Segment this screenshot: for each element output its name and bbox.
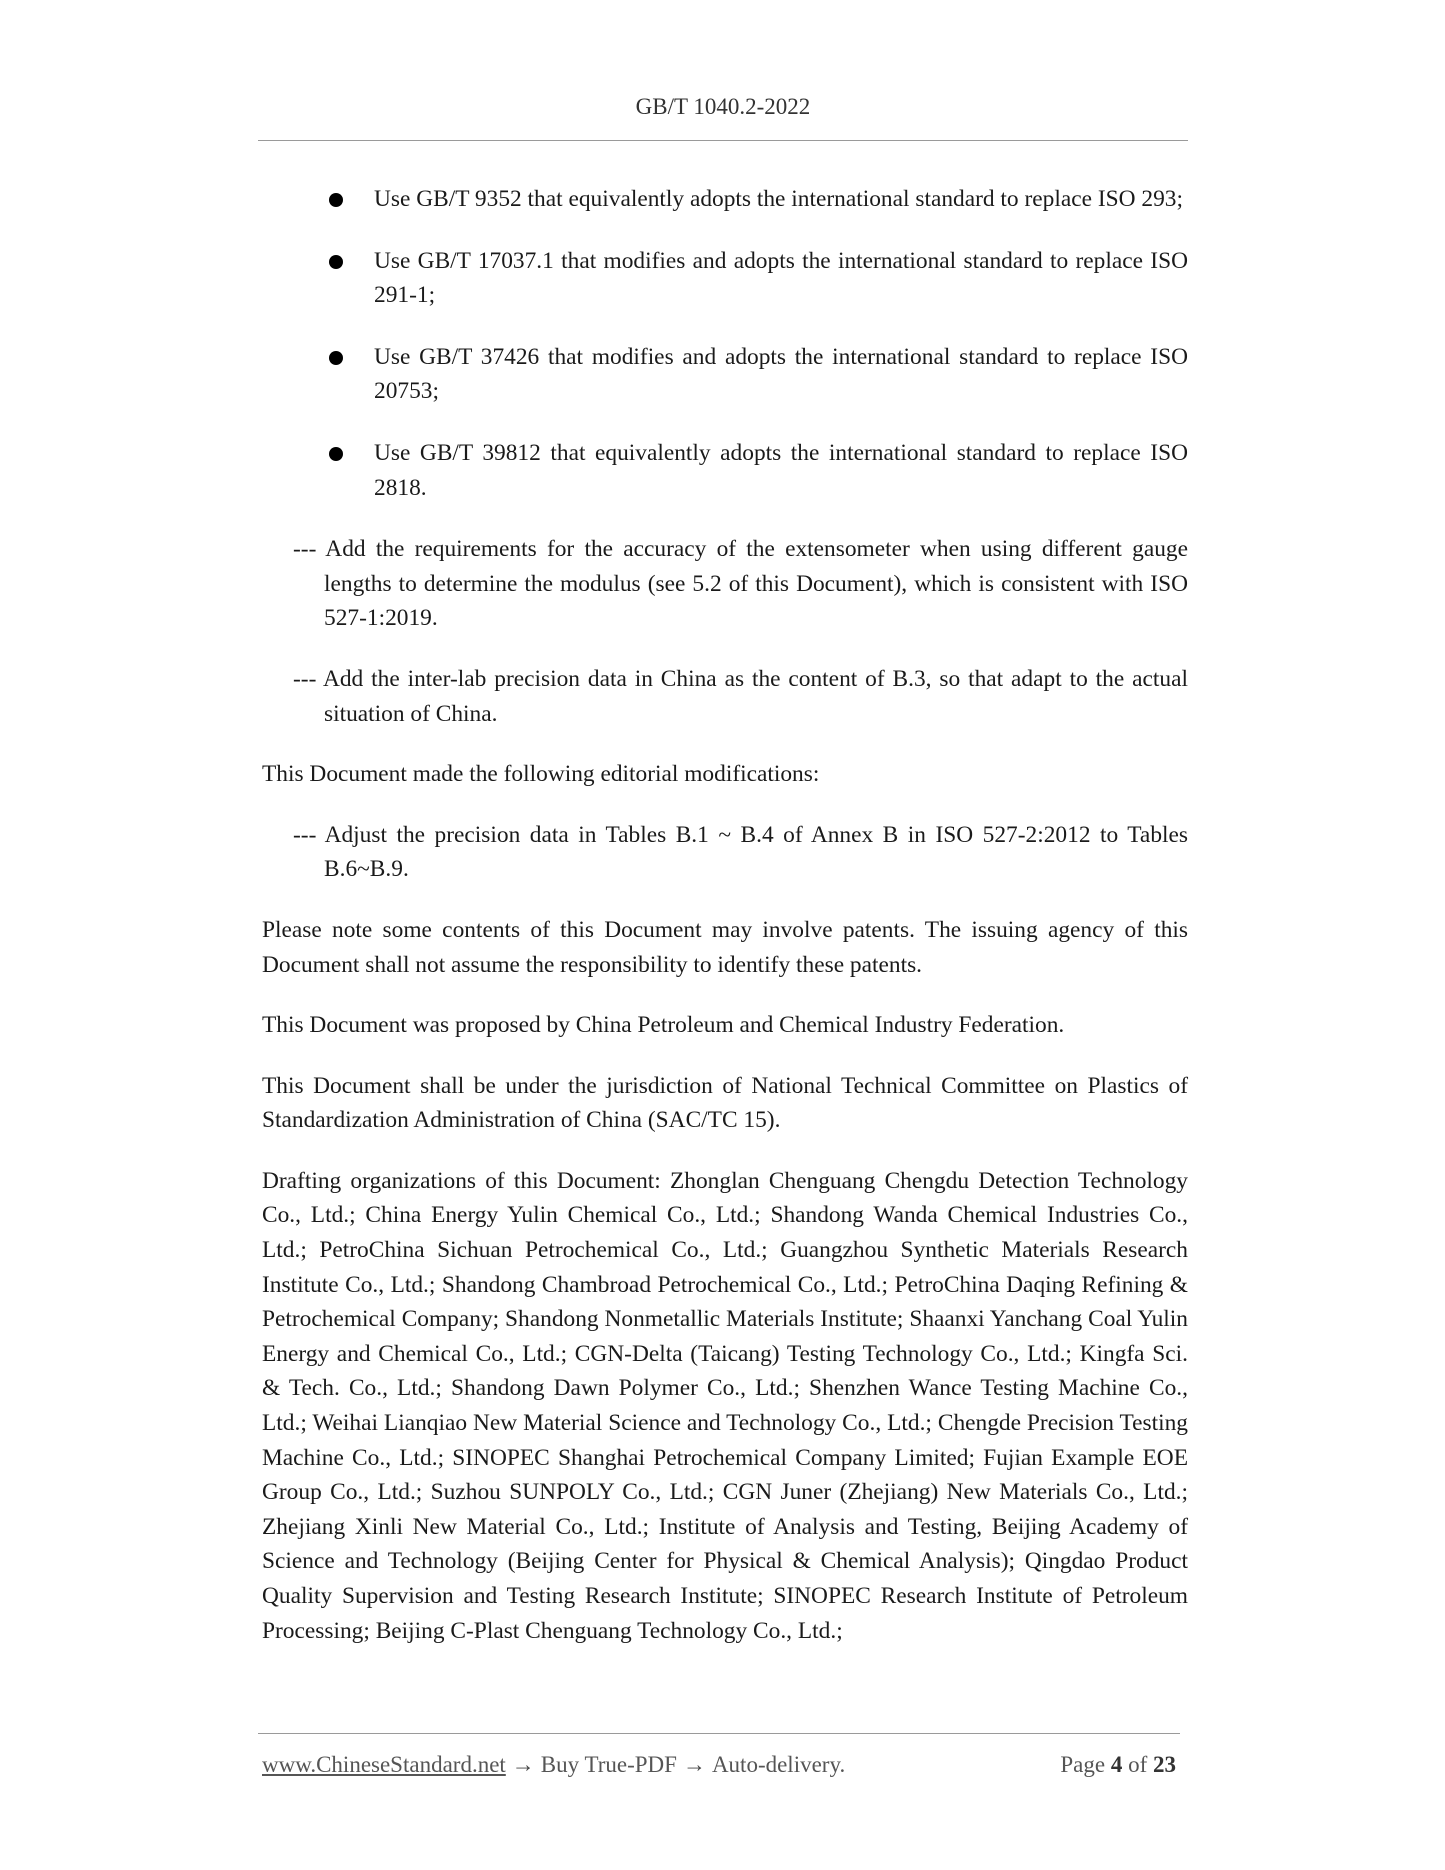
list-item xyxy=(262,182,1188,217)
page-footer xyxy=(262,1752,1180,1784)
arrow-right-icon: → xyxy=(511,1752,535,1777)
page-indicator xyxy=(1060,1752,1176,1778)
drafting-organizations-paragraph: Drafting organizations of this Document: Zhonglan Chenguang Chengdu Detection Technology Co., Ltd.; China Energy Yulin Chemical Co., Ltd.; Shandong Wanda Chemical Industries Co., Ltd.; PetroChina Sichuan Petrochemical Co., Ltd.; Guangzhou Synthetic Materials Research Institute Co., Ltd.; Shandong Chambroad Petrochemical Co., Ltd.; PetroChina Daqing Refining & Petrochemical Company; Shandong Nonmetallic Materials Institute; Shaanxi Yanchang Coal Yulin Energy and Chemical Co., Ltd.; CGN-Delta (Taicang) Testing Technology Co., Ltd.; Kingfa Sci. & Tech. Co., Ltd.; Shandong Dawn Polymer Co., Ltd.; Shenzhen Wance Testing Machine Co., Ltd.; Weihai Lianqiao New Material Science and Technology Co., Ltd.; Chengde Precision Testing Machine Co., Ltd.; SINOPEC Shanghai Petrochemical Company Limited; Fujian Example EOE Group Co., Ltd.; Suzhou SUNPOLY Co., Ltd.; CGN Juner (Zhejiang) New Materials Co., Ltd.; Zhejiang Xinli New Material Co., Ltd.; Institute of Analysis and Testing, Beijing Academy of Science and Technology (Beijing Center for Physical & Chemical Analysis); Qingdao Product Quality Supervision and Testing Research Institute; SINOPEC Research Institute of Petroleum Processing; Beijing C-Plast Chenguang Technology Co., Ltd.; xyxy=(262,1167,1188,1644)
buy-text: Buy True-PDF xyxy=(540,1752,677,1777)
bullet-icon xyxy=(329,447,343,461)
dash-item-editorial: --- Adjust the precision data in Tables B.1 ~ B.4 of Annex B in ISO 527-2:2012 to Tables B.6~B.9. xyxy=(293,821,1188,883)
document-body xyxy=(262,182,1188,1674)
footer-divider xyxy=(258,1733,1180,1734)
list-item xyxy=(262,340,1188,409)
page-total: 23 xyxy=(1153,1752,1176,1777)
bullet-icon xyxy=(329,351,343,365)
website-link[interactable]: www.ChineseStandard.net xyxy=(262,1752,506,1777)
patents-paragraph: Please note some contents of this Document may involve patents. The issuing agency of this Document shall not assume the responsibility to identify these patents. xyxy=(262,916,1188,978)
list-item xyxy=(262,436,1188,505)
dash-item-extensometer: --- Add the requirements for the accuracy of the extensometer when using different gauge lengths to determine the modulus (see 5.2 of this Document), which is consistent with ISO 527-1:2019. xyxy=(293,536,1188,632)
jurisdiction-paragraph: This Document shall be under the jurisdiction of National Technical Committee on Plastics of Standardization Administration of China (SAC/TC 15). xyxy=(262,1072,1188,1134)
editorial-intro: This Document made the following editorial modifications: xyxy=(262,761,820,788)
bullet-icon xyxy=(329,193,343,207)
of-label: of xyxy=(1128,1752,1148,1777)
list-item xyxy=(262,244,1188,313)
bullet-text: Use GB/T 39812 that equivalently adopts the international standard to replace ISO 2818. xyxy=(374,439,1188,501)
proposed-paragraph: This Document was proposed by China Petroleum and Chemical Industry Federation. xyxy=(262,1012,1065,1039)
page-current: 4 xyxy=(1110,1752,1123,1777)
page-header: GB/T 1040.2-2022 xyxy=(635,94,811,119)
footer-promo xyxy=(262,1752,845,1778)
bullet-icon xyxy=(329,255,343,269)
page-label: Page xyxy=(1060,1752,1106,1777)
bullet-text: Use GB/T 17037.1 that modifies and adopts the international standard to replace ISO 291-1; xyxy=(374,247,1188,309)
delivery-text: Auto-delivery. xyxy=(711,1752,846,1777)
bullet-list xyxy=(262,182,1188,505)
header-divider xyxy=(258,140,1188,141)
bullet-text: Use GB/T 37426 that modifies and adopts the international standard to replace ISO 20753; xyxy=(374,343,1188,405)
arrow-right-icon: → xyxy=(682,1752,706,1777)
dash-item-precision-data: --- Add the inter-lab precision data in China as the content of B.3, so that adapt to the actual situation of China. xyxy=(293,665,1188,727)
bullet-text: Use GB/T 9352 that equivalently adopts the international standard to replace ISO 293; xyxy=(374,186,1183,212)
